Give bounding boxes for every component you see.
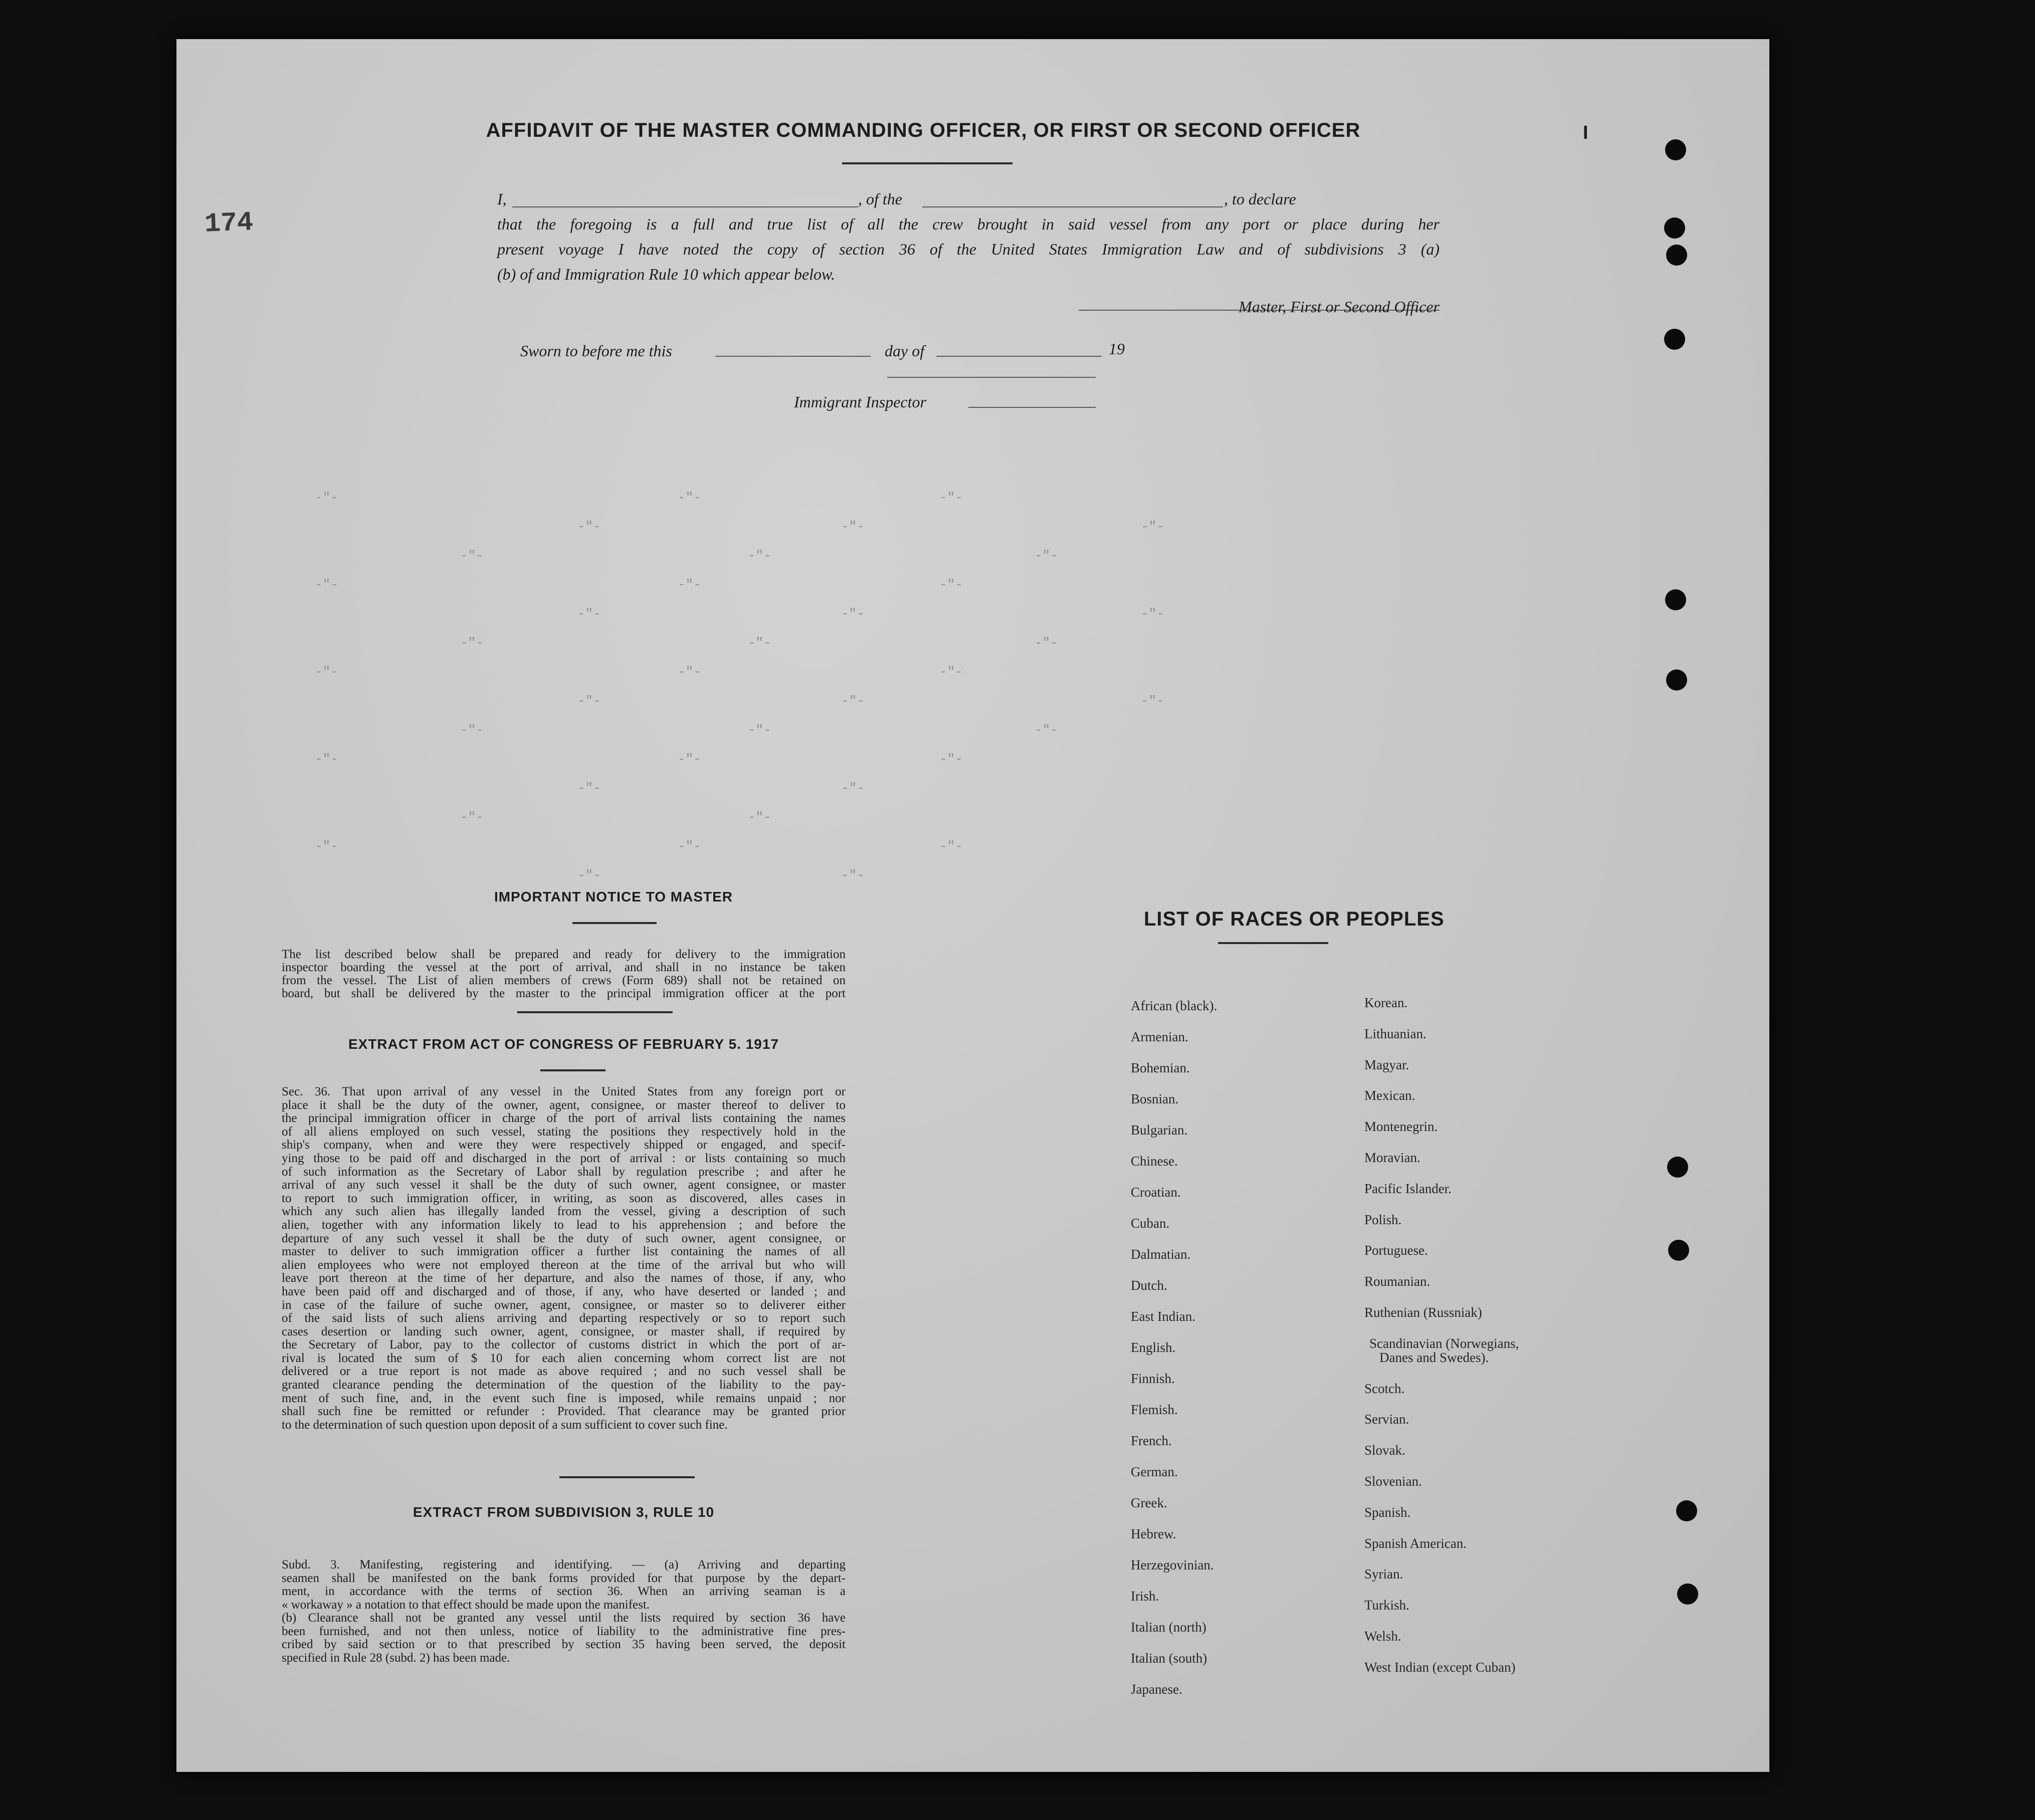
race-item: African (black).: [1131, 998, 1217, 1013]
sworn-day-of: day of: [885, 342, 925, 360]
act-extract-line: shall such fine be remitted or refunder : Provided. That clearance may be granted prior: [282, 1405, 846, 1419]
act-extract-line: in case of the failure of suche owner, agent, consignee, or master so to deliverer either: [282, 1298, 846, 1312]
bleed-ditto-mark: -"-: [748, 635, 771, 650]
act-extract-underline: [540, 1069, 605, 1071]
race-item: Bosnian.: [1131, 1091, 1179, 1106]
bleed-ditto-mark: -"-: [678, 664, 701, 679]
race-item: Dutch.: [1131, 1278, 1167, 1293]
notice-bottom-rule: [517, 1011, 673, 1013]
sworn-prefix: Sworn to before me this: [520, 342, 672, 360]
notice-line: board, but shall be delivered by the master to the principal immigration officer at the port: [282, 987, 846, 1000]
act-extract-line: which any such alien has illegally landed from the vessel, giving a description of such: [282, 1205, 846, 1219]
notice-body: [282, 948, 846, 1000]
race-item: Danes and Swedes).: [1379, 1349, 1489, 1365]
act-extract-heading: EXTRACT FROM ACT OF CONGRESS OF FEBRUARY 5. 1917: [348, 1036, 779, 1052]
bleed-ditto-mark: -"-: [1141, 606, 1164, 621]
races-heading: LIST OF RACES OR PEOPLES: [1144, 908, 1445, 930]
race-item: Greek.: [1131, 1495, 1167, 1510]
race-item: Bulgarian.: [1131, 1122, 1188, 1138]
bleed-ditto-mark: -"-: [1035, 635, 1058, 650]
act-extract-line: ying those to be paid off and discharged in the port of arrival : or lists containing so much: [282, 1151, 846, 1165]
race-item: Servian.: [1364, 1412, 1409, 1427]
race-item: Hebrew.: [1131, 1526, 1176, 1541]
act-extract-line: delivered or a true report is not made as above required ; and no such vessel shall be: [282, 1364, 846, 1379]
bleed-ditto-mark: -"-: [841, 694, 865, 709]
race-item: Cuban.: [1131, 1216, 1170, 1231]
bleed-ditto-mark: -"-: [315, 839, 338, 854]
act-extract-line: of the said lists of such aliens arriving and departing respectively or so to report such: [282, 1311, 846, 1325]
bleed-ditto-mark: -"-: [577, 781, 601, 796]
rule-extract-line: cribed by said section or to that prescribed by section 35 having been served, the deposit: [282, 1638, 846, 1651]
race-item: Slovenian.: [1364, 1474, 1422, 1489]
race-item: Irish.: [1131, 1588, 1159, 1604]
notice-line: The list described below shall be prepared and ready for delivery to the immigration: [282, 948, 846, 961]
top-right-mark: I: [1583, 122, 1588, 143]
sworn-month-line: [936, 356, 1102, 357]
act-extract-line: departure of any such vessel it shall be the duty of such owner, agent consignee, or: [282, 1231, 846, 1245]
inspector-line: [968, 407, 1096, 408]
act-extract-line: leave port thereon at the time of her departure, and also the names of those, if any, who: [282, 1271, 846, 1285]
bleed-ditto-mark: -"-: [1035, 723, 1058, 738]
race-item: Japanese.: [1131, 1682, 1182, 1697]
rule-extract-line: « workaway » a notation to that effect should be made upon the manifest.: [282, 1598, 650, 1612]
race-item: Slovak.: [1364, 1443, 1405, 1458]
punch-hole: [1666, 245, 1687, 266]
race-item: Flemish.: [1131, 1402, 1178, 1417]
race-item: Herzegovinian.: [1131, 1557, 1214, 1572]
bleed-ditto-mark: -"-: [460, 723, 484, 738]
act-extract-line: the principal immigration officer in charge of the port of arrival lists containing the names: [282, 1111, 846, 1125]
race-item: Polish.: [1364, 1212, 1402, 1227]
bleed-ditto-mark: -"-: [841, 606, 865, 621]
bleed-ditto-mark: -"-: [460, 810, 484, 825]
punch-hole: [1664, 217, 1685, 239]
punch-hole: [1677, 1583, 1698, 1605]
document-page: [176, 39, 1769, 1772]
bleed-ditto-mark: -"-: [939, 752, 963, 767]
race-item: Italian (south): [1131, 1651, 1207, 1666]
act-extract-body: [282, 1085, 846, 1432]
bleed-ditto-mark: -"-: [315, 577, 338, 592]
rule-extract-line: been furnished, and not then unless, notice of liability to the administrative fine pres-: [282, 1624, 846, 1638]
race-item: German.: [1131, 1464, 1178, 1479]
act-extract-line: granted clearance pending the determination of the question of the liability to the pay-: [282, 1378, 846, 1392]
rule-extract-line: seamen shall be manifested on the bank forms provided for that purpose by the depart-: [282, 1571, 846, 1585]
punch-hole: [1665, 139, 1686, 160]
notice-heading: IMPORTANT NOTICE TO MASTER: [494, 889, 733, 904]
affidavit-body: [497, 186, 1440, 287]
race-item: Dalmatian.: [1131, 1247, 1191, 1262]
affidavit-to-declare: , to declare: [1224, 190, 1296, 208]
bleed-ditto-mark: -"-: [315, 490, 338, 505]
act-extract-line: of all aliens employed on such vessel, stating the positions they respectively hold in the: [282, 1124, 846, 1139]
bleed-ditto-mark: -"-: [1141, 519, 1164, 534]
bleed-ditto-mark: -"-: [315, 664, 338, 679]
act-extract-line: place it shall be the duty of the owner, agent, consignee, or master thereof to deliver to: [282, 1098, 846, 1112]
bleed-ditto-mark: -"-: [939, 490, 963, 505]
act-extract-line: rival is located the sum of $ 10 for each alien concerning whom correct list are not: [282, 1351, 846, 1365]
signature-caption: Master, First or Second Officer: [1239, 298, 1440, 316]
bleed-ditto-mark: -"-: [577, 519, 601, 534]
race-item: English.: [1131, 1340, 1176, 1355]
punch-hole: [1666, 669, 1687, 691]
bleed-ditto-mark: -"-: [577, 606, 601, 621]
race-item: West Indian (except Cuban): [1364, 1659, 1516, 1675]
bleed-ditto-mark: -"-: [315, 752, 338, 767]
race-item: Turkish.: [1364, 1598, 1409, 1613]
inspector-caption: Immigrant Inspector: [794, 393, 926, 411]
race-item: Spanish American.: [1364, 1535, 1467, 1551]
race-item: Roumanian.: [1364, 1274, 1431, 1289]
race-item: Bohemian.: [1131, 1060, 1190, 1075]
bleed-ditto-mark: -"-: [748, 723, 771, 738]
rule-extract-body: [282, 1558, 846, 1665]
bleed-ditto-mark: -"-: [460, 635, 484, 650]
punch-hole: [1667, 1157, 1688, 1178]
punch-hole: [1664, 329, 1685, 350]
act-extract-line: master to deliver to such immigration officer a further list containing the names of all: [282, 1245, 846, 1259]
rule-extract-line: Subd. 3. Manifesting, registering and identifying. — (a) Arriving and departing: [282, 1558, 846, 1571]
race-item: Finnish.: [1131, 1371, 1175, 1386]
race-item: Magyar.: [1364, 1057, 1409, 1072]
bleed-ditto-mark: -"-: [939, 664, 963, 679]
rule-extract-line: specified in Rule 28 (subd. 2) has been made.: [282, 1651, 510, 1665]
bleed-ditto-mark: -"-: [678, 577, 701, 592]
act-extract-line: have been paid off and discharged and of those, if any, who have deserted or landed ; and: [282, 1284, 846, 1298]
race-item: Spanish.: [1364, 1504, 1411, 1520]
race-item: Ruthenian (Russniak): [1364, 1305, 1482, 1320]
race-item: French.: [1131, 1433, 1172, 1448]
sworn-year: 19: [1109, 340, 1125, 358]
punch-hole: [1668, 1240, 1689, 1261]
race-item: East Indian.: [1131, 1309, 1195, 1324]
act-extract-line: the Secretary of Labor, pay to the collector of customs district in which the port of ar-: [282, 1338, 846, 1352]
bleed-ditto-mark: -"-: [678, 839, 701, 854]
race-item: Moravian.: [1364, 1150, 1420, 1165]
race-item: Mexican.: [1364, 1088, 1415, 1103]
bleed-ditto-mark: -"-: [748, 810, 771, 825]
act-extract-line: of such information as the Secretary of Labor shall by regulation prescribe ; and after he: [282, 1165, 846, 1179]
act-extract-line: ment of such fine, and, in the event such fine is imposed, while remains unpaid ; nor: [282, 1391, 846, 1405]
rule-extract-heading: EXTRACT FROM SUBDIVISION 3, RULE 10: [413, 1504, 715, 1520]
inspector-line-upper: [887, 377, 1096, 378]
act-bottom-rule: [559, 1476, 695, 1478]
race-item: Welsh.: [1364, 1629, 1401, 1644]
race-item: Korean.: [1364, 995, 1408, 1010]
bleed-ditto-mark: -"-: [841, 781, 865, 796]
act-extract-line: alien employees who were not employed thereon at the time of the arrival but who will: [282, 1258, 846, 1272]
act-extract-line: Sec. 36. That upon arrival of any vessel in the United States from any foreign port or: [282, 1085, 846, 1098]
act-extract-line: cases desertion or landing such owner, agent, consignee, or master shall, if required by: [282, 1324, 846, 1338]
race-item: Lithuanian.: [1364, 1026, 1427, 1041]
affidavit-line-2: that the foregoing is a full and true list of all the crew brought in said vessel from any port or place during her: [497, 215, 1440, 233]
affidavit-title: AFFIDAVIT OF THE MASTER COMMANDING OFFICER, OR FIRST OR SECOND OFFICER: [486, 119, 1361, 141]
bleed-ditto-mark: -"-: [1035, 548, 1058, 563]
bleed-ditto-mark: -"-: [577, 868, 601, 883]
rule-extract-line: ment, in accordance with the terms of section 36. When an arriving seaman is a: [282, 1584, 846, 1598]
bleed-ditto-mark: -"-: [460, 548, 484, 563]
race-item: Portuguese.: [1364, 1243, 1428, 1258]
bleed-ditto-mark: -"-: [678, 490, 701, 505]
affidavit-line-3: present voyage I have noted the copy of section 36 of the United States Immigration Law and of subdivisions 3 (a): [497, 240, 1440, 258]
notice-underline: [572, 922, 657, 924]
affidavit-line-4: (b) of and Immigration Rule 10 which appear below.: [497, 265, 835, 283]
race-item: Montenegrin.: [1364, 1119, 1438, 1134]
act-extract-line: ship's company, when and were they were respectively shipped or engaged, and specif-: [282, 1138, 846, 1152]
bleed-ditto-mark: -"-: [841, 868, 865, 883]
bleed-ditto-mark: -"-: [1141, 694, 1164, 709]
title-underline: [842, 162, 1012, 164]
bleed-ditto-mark: -"-: [939, 577, 963, 592]
notice-line: inspector boarding the vessel at the port of arrival, and shall in no instance be taken: [282, 961, 846, 974]
act-extract-line: to the determination of such question upon deposit of a sum sufficient to cover such fine.: [282, 1418, 728, 1432]
race-item: Croatian.: [1131, 1185, 1181, 1200]
bleed-ditto-mark: -"-: [939, 839, 963, 854]
race-item: Syrian.: [1364, 1566, 1403, 1582]
affidavit-of-the: , of the: [858, 190, 902, 208]
sworn-date-line: [715, 356, 871, 357]
notice-line: from the vessel. The List of alien members of crews (Form 689) shall not be retained on: [282, 974, 846, 987]
act-extract-line: to report to such immigration officer, in writing, as soon as discovered, alles cases in: [282, 1191, 846, 1205]
bleed-ditto-mark: -"-: [678, 752, 701, 767]
punch-hole: [1665, 589, 1686, 610]
act-extract-line: arrival of any such vessel it shall be the duty of such owner, agent consignee, or master: [282, 1178, 846, 1192]
race-item: Scotch.: [1364, 1381, 1405, 1396]
race-item: Armenian.: [1131, 1029, 1188, 1044]
affidavit-i: I,: [497, 190, 507, 208]
bleed-ditto-mark: -"-: [748, 548, 771, 563]
bleed-ditto-mark: -"-: [577, 694, 601, 709]
handwritten-page-number: 174: [204, 207, 254, 240]
race-item: Italian (north): [1131, 1620, 1206, 1635]
races-underline: [1218, 942, 1328, 944]
rule-extract-line: (b) Clearance shall not be granted any vessel until the lists required by section 36 have: [282, 1611, 846, 1625]
race-item: Scandinavian (Norwegians,: [1369, 1335, 1519, 1351]
punch-hole: [1676, 1500, 1697, 1521]
act-extract-line: alien, together with any information likely to lead to his apprehension ; and before the: [282, 1218, 846, 1232]
race-item: Pacific Islander.: [1364, 1181, 1452, 1196]
bleed-ditto-mark: -"-: [841, 519, 865, 534]
race-item: Chinese.: [1131, 1154, 1178, 1169]
